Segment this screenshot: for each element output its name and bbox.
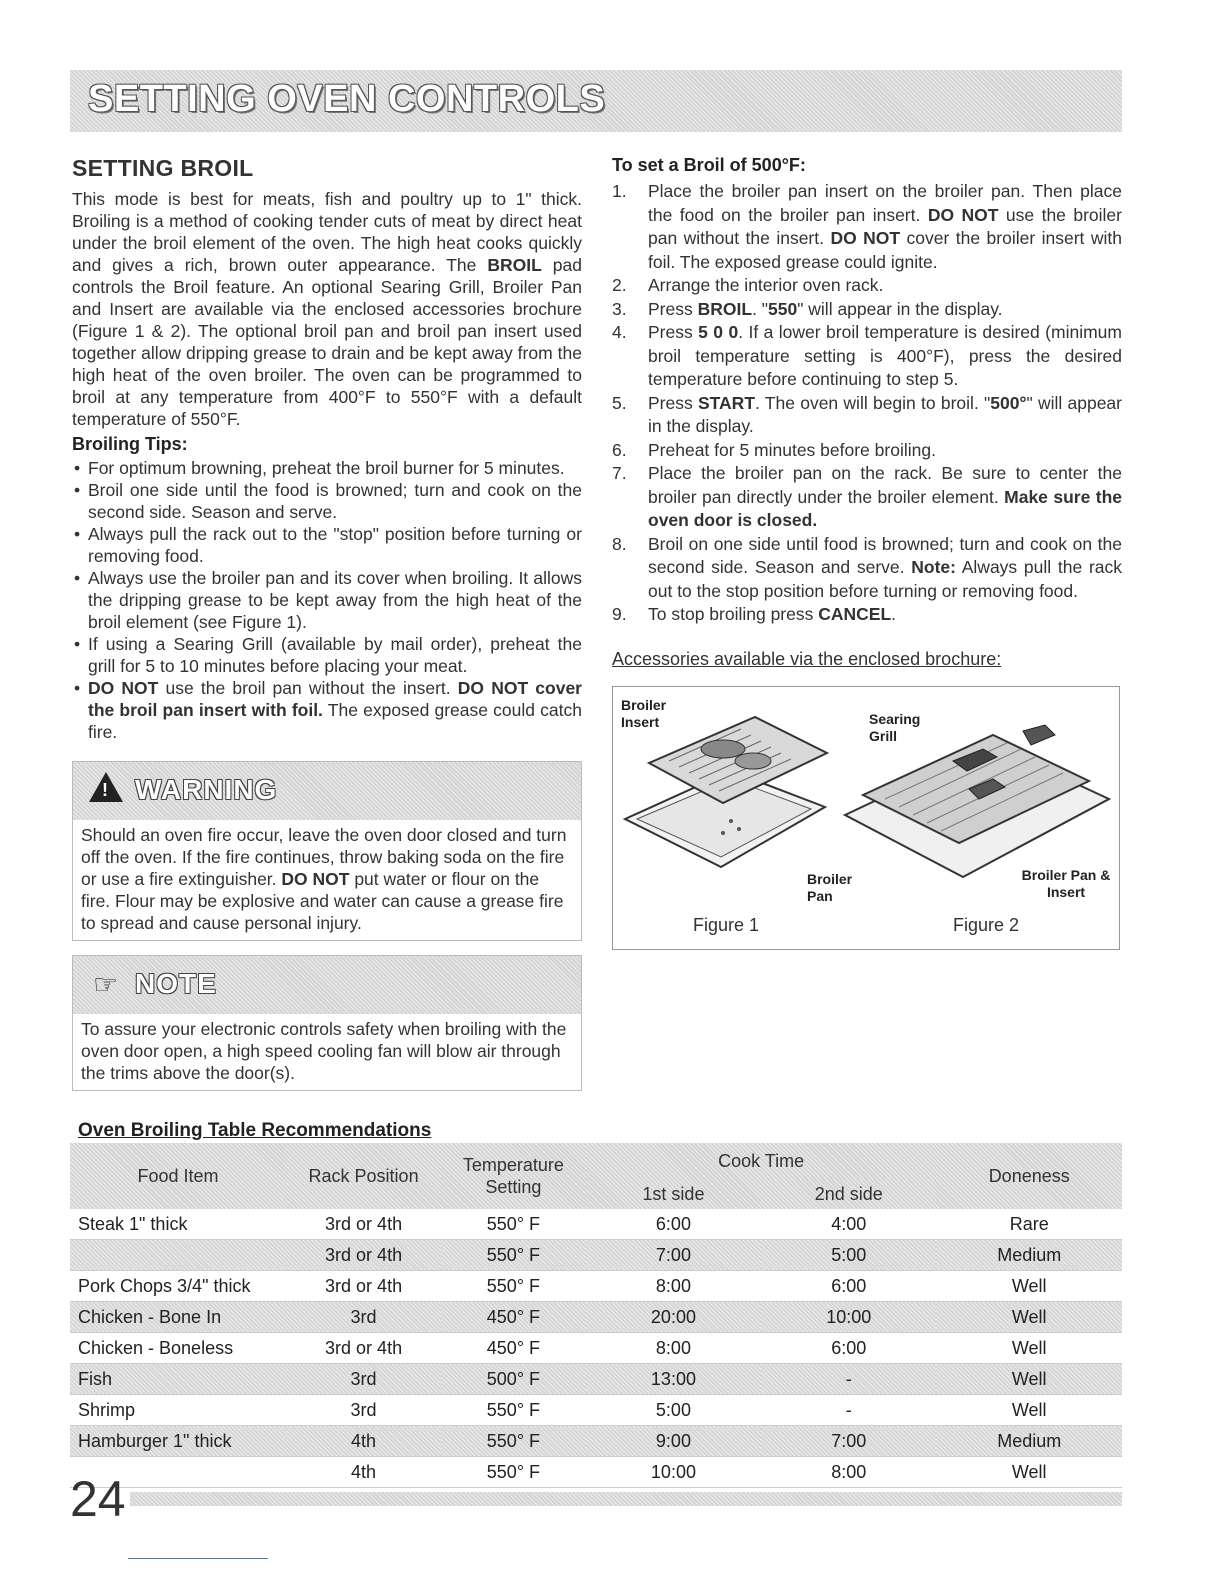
broiling-table — [70, 1143, 1122, 1488]
table-row: Chicken - Boneless 3rd or 4th 450° F 8:00 6:00 Well — [70, 1333, 1122, 1364]
figure-1-caption: Figure 1 — [693, 914, 760, 935]
intro-paragraph: This mode is best for meats, fish and poultry up to 1" thick. Broiling is a method of cooking tender cuts of meat by direct heat under the broil element of the oven. The high heat cooks quickly and gives a rich, brown outer appearance. The BROIL pad controls the Broil feature. An optional Searing Grill, Broiler Pan and Insert are available via the enclosed accessories brochure (Figure 1 & 2). The optional broil pan and broil pan insert used together allow dripping grease to drain and be kept away from the high heat of the oven broiler. The oven can be programmed to broil at any temperature from 400°F to 550°F with a default temperature of 550°F. — [72, 189, 583, 429]
list-item: 3. Press BROIL. "550" will appear in the display. — [612, 298, 1003, 319]
warning-box — [72, 761, 582, 941]
steps-heading: To set a Broil of 500°F: — [612, 155, 806, 175]
list-item: 2. Arrange the interior oven rack. — [612, 275, 884, 295]
table-row: Fish 3rd 500° F 13:00 - Well — [70, 1364, 1122, 1395]
list-item: 5. Press START. The oven will begin to broil. "500°" will appear in the display. — [612, 392, 1122, 436]
left-column — [72, 155, 582, 1091]
section-title: SETTING BROIL — [72, 155, 254, 181]
header-cook-time: Cook Time — [718, 1150, 805, 1171]
accessories-link[interactable]: Accessories available via the enclosed brochure: — [612, 648, 1002, 669]
note-text: To assure your electronic controls safety when broiling with the oven door open, a high speed cooling fan will blow air through the trims above the door(s). — [81, 1019, 567, 1083]
broiler-pan-label: Broiler Pan — [807, 870, 853, 904]
list-item: 8. Broil on one side until food is browned; turn and cook on the second side. Season and serve. Note: Always pull the rack out to the stop position before turning or removing food. — [612, 533, 1122, 601]
list-item: • Always use the broiler pan and its cover when broiling. It allows the dripping grease to be kept away from the high heat of the broil element (see Figure 1). — [72, 567, 582, 633]
broiler-pan-insert-label: Broiler Pan & Insert — [1021, 866, 1111, 900]
table-row: Chicken - Bone In 3rd 450° F 20:00 10:00 Well — [70, 1302, 1122, 1333]
list-item: 1. Place the broiler pan insert on the broiler pan. Then place the food on the broiler pan insert. DO NOT use the broiler pan without the insert. DO NOT cover the broiler insert with foil. The exposed grease could ignite. — [612, 181, 1122, 272]
table-row: Steak 1" thick 3rd or 4th 550° F 6:00 4:00 Rare — [70, 1209, 1122, 1240]
header-doneness: Doneness — [988, 1165, 1070, 1186]
table-row: 3rd or 4th 550° F 7:00 5:00 Medium — [70, 1240, 1122, 1271]
table-row: Hamburger 1" thick 4th 550° F 9:00 7:00 Medium — [70, 1426, 1122, 1457]
list-item: • Broil one side until the food is browned; turn and cook on the second side. Season and serve. — [72, 479, 582, 523]
tips-title: Broiling Tips: — [72, 434, 188, 454]
warning-text: Should an oven fire occur, leave the oven door closed and turn off the oven. If the fire continues, throw baking soda on the fire or use a fire extinguisher. DO NOT put water or flour on the fire. Flour may be explosive and water can cause a grease fire to spread and cause personal injury. — [81, 825, 567, 933]
table-title: Oven Broiling Table Recommendations — [78, 1120, 432, 1141]
meat-shape — [701, 740, 745, 758]
header-temp: Temperature Setting — [462, 1155, 564, 1197]
warning-title: WARNING — [135, 774, 278, 805]
note-title: NOTE — [135, 968, 217, 999]
page-number: 24 — [70, 1471, 126, 1527]
hand-pointer-icon: ☞ — [93, 969, 119, 1000]
link-underline[interactable] — [128, 1558, 268, 1559]
table-row: Pork Chops 3/4" thick 3rd or 4th 550° F 8:00 6:00 Well — [70, 1271, 1122, 1302]
list-item: • For optimum browning, preheat the broil burner for 5 minutes. — [72, 457, 582, 479]
list-item: • DO NOT use the broil pan without the insert. DO NOT cover the broil pan insert with foil. The exposed grease could catch fire. — [72, 677, 582, 743]
table-row: Shrimp 3rd 550° F 5:00 - Well — [70, 1395, 1122, 1426]
note-box — [72, 955, 582, 1091]
broiler-insert-label: Broiler Insert — [621, 696, 667, 730]
header-second-side: 2nd side — [814, 1183, 883, 1204]
list-item: 4. Press 5 0 0. If a lower broil temperature is desired (minimum broil temperature setting is 400°F), press the desired temperature before continuing to step 5. — [612, 322, 1122, 389]
page-title: SETTING OVEN CONTROLS — [88, 78, 606, 120]
figure-2-caption: Figure 2 — [953, 914, 1020, 935]
list-item: 9. To stop broiling press CANCEL. — [612, 604, 897, 624]
header-rack: Rack Position — [308, 1166, 419, 1186]
header-first-side: 1st side — [642, 1183, 705, 1204]
tips-list — [72, 457, 582, 743]
searing-grill-label: Searing Grill — [869, 710, 921, 744]
list-item: 6. Preheat for 5 minutes before broiling. — [612, 439, 936, 460]
list-item: 7. Place the broiler pan on the rack. Be sure to center the broiler pan directly under the broiler element. Make sure the oven door is closed. — [612, 463, 1122, 530]
footer-bar — [130, 1492, 1122, 1506]
accessories-figure — [612, 686, 1120, 950]
list-item: • Always pull the rack out to the "stop" position before turning or removing food. — [72, 523, 582, 567]
warning-icon: ! — [89, 772, 123, 802]
right-column — [612, 155, 1122, 950]
header-food: Food Item — [137, 1165, 219, 1186]
steps-list — [612, 180, 1122, 627]
table-row: 4th 550° F 10:00 8:00 Well — [70, 1457, 1122, 1488]
list-item: • If using a Searing Grill (available by mail order), preheat the grill for 5 to 10 minutes before placing your meat. — [72, 633, 582, 677]
header-banner — [70, 70, 1122, 132]
